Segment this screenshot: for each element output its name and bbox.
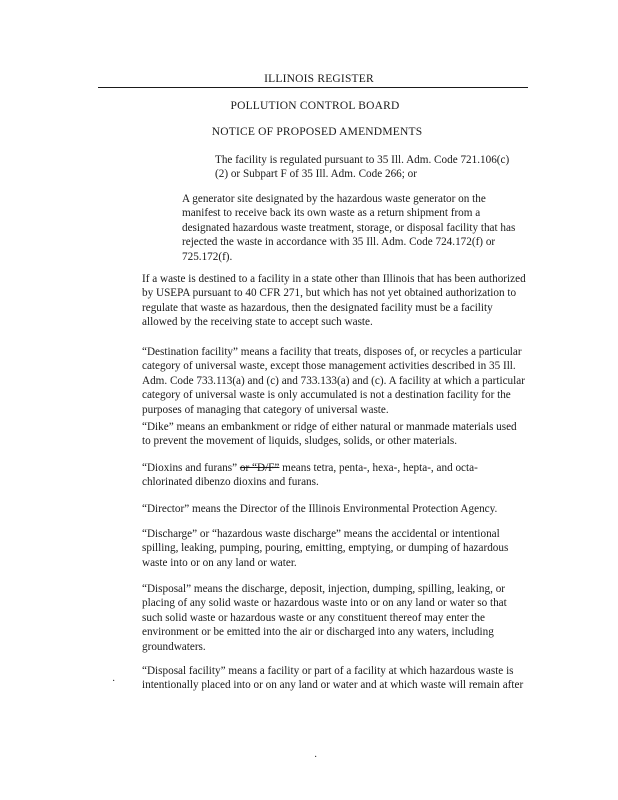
margin-speck: · bbox=[112, 676, 116, 687]
dioxins-struck-text: or “D/F” bbox=[239, 462, 280, 474]
para-state-waste: If a waste is destined to a facility in a state other than Illinois that has been authorized by USEPA pursuant to 40 CFR 271, but which has not yet obtained authorization to regulate that waste as hazardous, then the designated facility must be a facility allowed by the receiving state to accept such waste. bbox=[142, 273, 526, 329]
register-title: ILLINOIS REGISTER bbox=[264, 73, 374, 85]
para-dioxins bbox=[142, 461, 528, 490]
para-disposal-facility: “Disposal facility” means a facility or part of a facility at which hazardous waste is intentionally placed into or on any land or water and at which waste will remain after bbox=[142, 665, 524, 692]
para-disposal: “Disposal” means the discharge, deposit, injection, dumping, spilling, leaking, or placing of any solid waste or hazardous waste into or on any land or water so that such solid waste or hazardous waste or any constituent thereof may enter the environment or be emitted into the air or discharged into any waters, including groundwaters. bbox=[142, 583, 507, 653]
item-regulated: The facility is regulated pursuant to 35 Ill. Adm. Code 721.106(c)(2) or Subpart F of 35 Ill. Adm. Code 266; or bbox=[215, 154, 510, 181]
para-director: “Director” means the Director of the Illinois Environmental Protection Agency. bbox=[142, 503, 498, 515]
para-destination-facility: “Destination facility” means a facility that treats, disposes of, or recycles a particular category of universal waste, except those management activities described in 35 Ill. Adm. Code 733.113(a) and (c) and 733.133(a) and (c). A facility at which a particular category of universal waste is only accumulated is not a destination facility for the purposes of managing that category of universal waste. bbox=[142, 346, 525, 416]
notice-title: NOTICE OF PROPOSED AMENDMENTS bbox=[211, 126, 423, 138]
para-discharge: “Discharge” or “hazardous waste discharge” means the accidental or intentional spilling, leaking, pumping, pouring, emitting, emptying, or dumping of hazardous waste into or on any land or water. bbox=[142, 528, 509, 569]
item-generator-site: A generator site designated by the hazardous waste generator on the manifest to receive back its own waste as a return shipment from a designated hazardous waste treatment, storage, or disposal facility that has rejected the waste in accordance with 35 Ill. Adm. Code 724.172(f) or 725.172(f). bbox=[182, 193, 516, 263]
dioxins-definition: means tetra, penta-, hexa-, hepta-, and octa-chlorinated dibenzo dioxins and furans. bbox=[142, 462, 478, 489]
board-title: POLLUTION CONTROL BOARD bbox=[230, 100, 400, 112]
header-rule bbox=[98, 87, 528, 88]
footer-speck: · bbox=[314, 752, 318, 763]
para-dike: “Dike” means an embankment or ridge of either natural or manmade materials used to prevent the movement of liquids, sludges, solids, or other materials. bbox=[142, 421, 517, 448]
dioxins-term: “Dioxins and furans” bbox=[142, 462, 240, 474]
